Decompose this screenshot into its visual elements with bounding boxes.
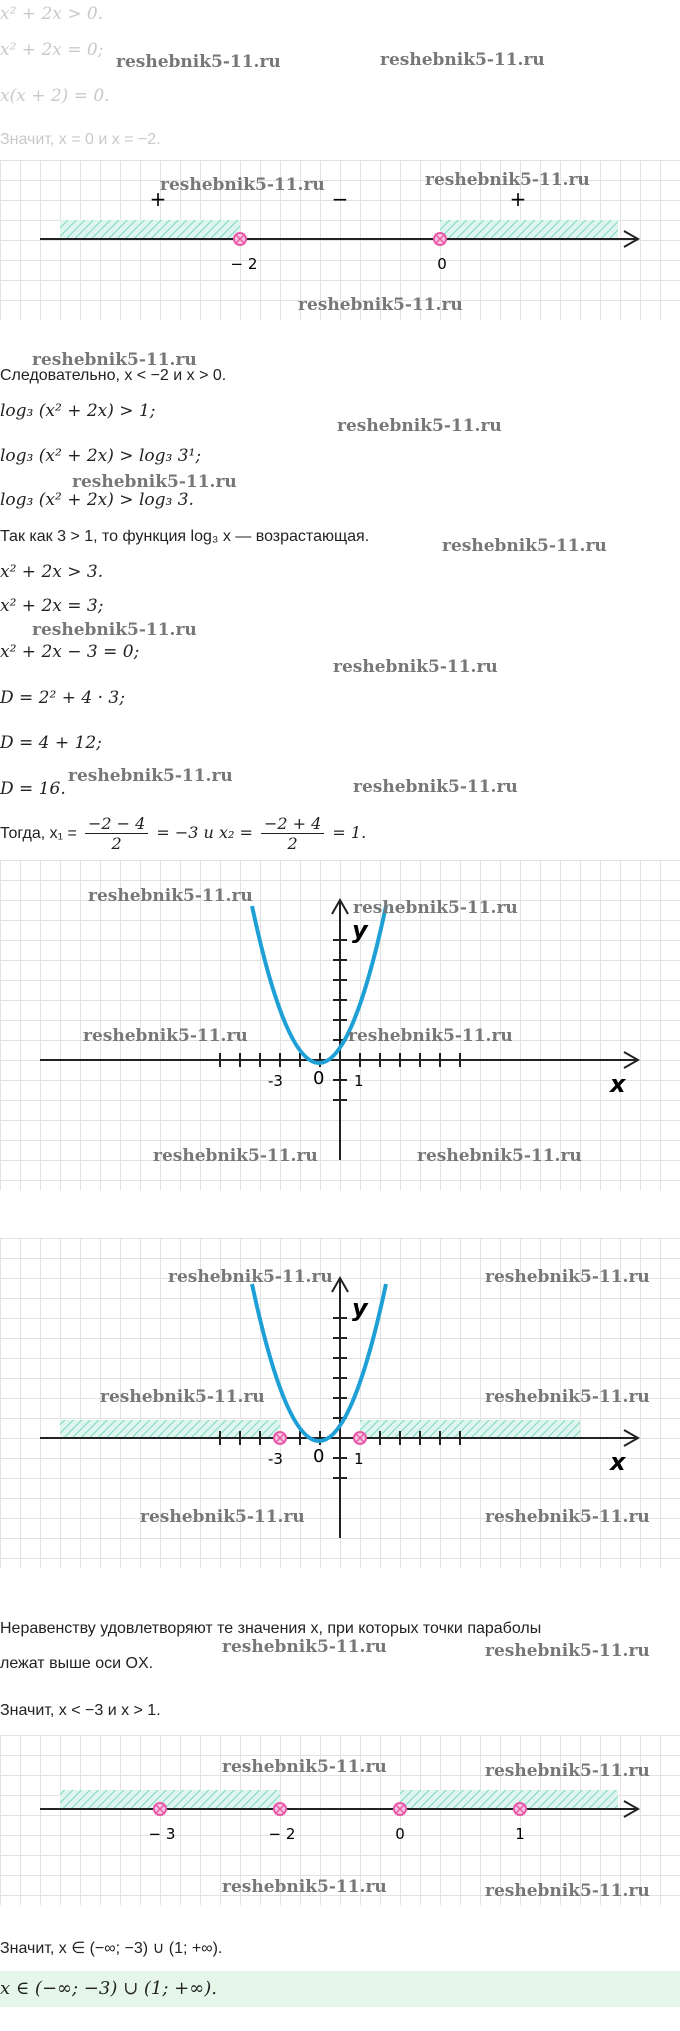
intro-line-1: x² + 2x > 0. (0, 4, 104, 24)
log-line-1: log₃ (x² + 2x) > 1; (0, 401, 156, 421)
sign-plus-right: + (509, 187, 527, 211)
discriminant-line-2: D = 4 + 12; (0, 733, 102, 753)
watermark: reshebnik5-11.ru (116, 52, 281, 72)
hatch-right (440, 220, 618, 238)
watermark: reshebnik5-11.ru (485, 1641, 650, 1661)
tick-label-minus-3: -3 (268, 1450, 283, 1468)
hatch-right (360, 1420, 580, 1438)
point-0 (434, 233, 446, 245)
sign-plus-left: + (149, 187, 167, 211)
label-1: 1 (515, 1825, 525, 1843)
roots-prefix: Тогда, x₁ = (0, 825, 77, 842)
watermark: reshebnik5-11.ru (72, 472, 237, 492)
watermark: reshebnik5-11.ru (68, 766, 233, 786)
roots-line (0, 814, 366, 853)
point-minus-2 (234, 233, 246, 245)
fraction-x1-num: −2 − 4 (85, 814, 148, 834)
watermark: reshebnik5-11.ru (348, 1026, 513, 1046)
origin-label: 0 (313, 1068, 325, 1089)
hatch-left (60, 1790, 280, 1808)
final-conclusion: Значит, x ∈ (−∞; −3) ∪ (1; +∞). (0, 1940, 223, 1957)
watermark: reshebnik5-11.ru (100, 1387, 265, 1407)
origin-label: 0 (313, 1446, 325, 1467)
watermark: reshebnik5-11.ru (140, 1507, 305, 1527)
tick-label-1: 1 (354, 1072, 364, 1090)
watermark: reshebnik5-11.ru (337, 416, 502, 436)
watermark: reshebnik5-11.ru (485, 1761, 650, 1781)
watermark: reshebnik5-11.ru (333, 657, 498, 677)
hatch-left (60, 1420, 280, 1438)
sign-minus-middle: − (331, 187, 349, 211)
ineq-line: x² + 2x > 3. (0, 562, 104, 582)
fraction-x1-den: 2 (111, 834, 122, 853)
label-minus-3: − 3 (148, 1825, 176, 1843)
watermark: reshebnik5-11.ru (222, 1757, 387, 1777)
watermark: reshebnik5-11.ru (168, 1267, 333, 1287)
point-minus-2 (274, 1803, 286, 1815)
point-1 (514, 1803, 526, 1815)
answer-text: x ∈ (−∞; −3) ∪ (1; +∞). (0, 1978, 217, 1999)
watermark: reshebnik5-11.ru (485, 1881, 650, 1901)
watermark: reshebnik5-11.ru (353, 898, 518, 918)
label-0: 0 (395, 1825, 405, 1843)
parabola-figure-1 (0, 860, 680, 1190)
roots-mid: = −3 и x₂ = (156, 823, 253, 842)
roots-end: = 1. (332, 823, 367, 842)
label-minus-2: − 2 (268, 1825, 296, 1843)
point-minus-3 (154, 1803, 166, 1815)
watermark: reshebnik5-11.ru (425, 170, 590, 190)
explanation-line-2: лежат выше оси OX. (0, 1655, 154, 1672)
root-point-minus-3 (274, 1432, 286, 1444)
tick-label-1: 1 (354, 1450, 364, 1468)
watermark: reshebnik5-11.ru (222, 1637, 387, 1657)
fraction-x1 (85, 814, 148, 853)
watermark: reshebnik5-11.ru (153, 1146, 318, 1166)
watermark: reshebnik5-11.ru (88, 886, 253, 906)
parabola-graph-1 (0, 860, 680, 1190)
watermark: reshebnik5-11.ru (353, 777, 518, 797)
watermark: reshebnik5-11.ru (83, 1026, 248, 1046)
watermark: reshebnik5-11.ru (298, 295, 463, 315)
fraction-x2 (261, 814, 324, 853)
log-line-3: log₃ (x² + 2x) > log₃ 3. (0, 490, 194, 510)
hatch-right (400, 1790, 618, 1808)
answer-box (0, 1971, 680, 2007)
discriminant-line-3: D = 16. (0, 779, 66, 799)
explanation-line-3: Значит, x < −3 и x > 1. (0, 1702, 161, 1719)
watermark: reshebnik5-11.ru (485, 1387, 650, 1407)
watermark: reshebnik5-11.ru (32, 350, 197, 370)
watermark: reshebnik5-11.ru (417, 1146, 582, 1166)
label-minus-2: − 2 (230, 255, 258, 273)
hatch-left (60, 220, 240, 238)
log-line-2: log₃ (x² + 2x) > log₃ 3¹; (0, 446, 202, 466)
explanation-line-1: Неравенству удовлетворяют те значения x, при которых точки параболы (0, 1620, 542, 1637)
watermark: reshebnik5-11.ru (485, 1507, 650, 1527)
fraction-x2-num: −2 + 4 (261, 814, 324, 834)
watermark: reshebnik5-11.ru (160, 175, 325, 195)
y-axis-label: y (352, 916, 368, 944)
x-axis-label: x (610, 1448, 626, 1476)
fraction-x2-den: 2 (287, 834, 298, 853)
watermark: reshebnik5-11.ru (32, 620, 197, 640)
quadratic-line: x² + 2x − 3 = 0; (0, 642, 140, 662)
discriminant-line-1: D = 2² + 4 · 3; (0, 688, 125, 708)
y-axis-label: y (352, 1294, 368, 1322)
conclusion-line-1: Следовательно, x < −2 и x > 0. (0, 367, 227, 384)
watermark: reshebnik5-11.ru (380, 50, 545, 70)
point-0 (394, 1803, 406, 1815)
label-0: 0 (437, 255, 447, 273)
watermark: reshebnik5-11.ru (442, 536, 607, 556)
tick-label-minus-3: -3 (268, 1072, 283, 1090)
intro-line-3: x(x + 2) = 0. (0, 86, 110, 106)
x-axis-label: x (610, 1070, 626, 1098)
monotonic-note: Так как 3 > 1, то функция log₃ x — возрастающая. (0, 528, 370, 545)
watermark: reshebnik5-11.ru (222, 1877, 387, 1897)
watermark: reshebnik5-11.ru (485, 1267, 650, 1287)
root-point-1 (354, 1432, 366, 1444)
intro-line-2: x² + 2x = 0; (0, 40, 104, 60)
intro-line-4: Значит, x = 0 и x = −2. (0, 131, 161, 148)
eq-line: x² + 2x = 3; (0, 596, 104, 616)
